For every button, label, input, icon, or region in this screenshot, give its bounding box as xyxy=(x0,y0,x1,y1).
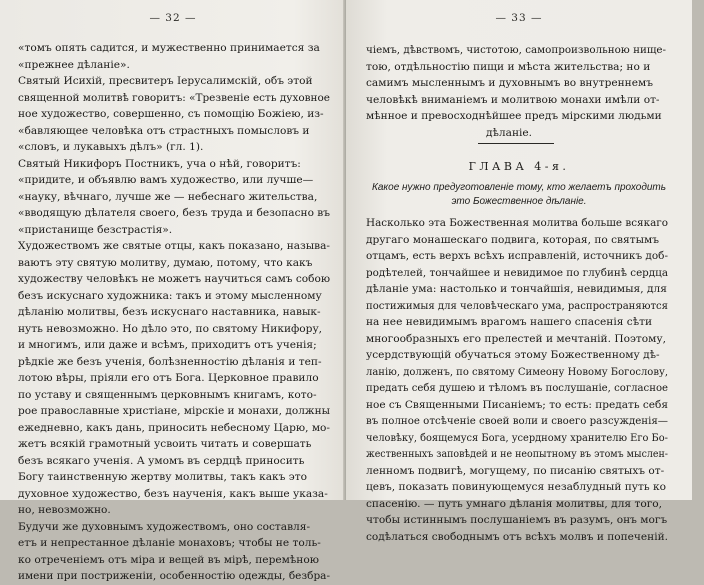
text-line: дѣланіе. xyxy=(486,126,533,139)
text-line: дѣланію молитвы, безъ искуснаго наставника, навык- xyxy=(18,306,321,318)
chapter-title: ГЛАВА 4-я. xyxy=(468,160,570,173)
heading-line: Какое нужно предуготовленіе тому, кто желаетъ проходить xyxy=(371,182,667,193)
text-line: Святый Исихій, пресвитеръ Іерусалимскій, объ этой xyxy=(18,75,313,87)
right-page-top-text xyxy=(366,42,674,141)
section-divider xyxy=(478,143,554,144)
text-line: духовное художество, безъ наученія, какъ выше указа- xyxy=(18,487,328,500)
text-line: ко отреченіемъ отъ міра и вещей въ мірѣ, перемѣною xyxy=(18,553,319,566)
text-line: предать себя душею и тѣломъ въ послушаніе, согласное xyxy=(366,382,668,394)
chapter-heading xyxy=(346,181,692,208)
text-line: безъ искуснаго художника: такъ и этому мысленному xyxy=(18,289,322,302)
text-line: художеству человѣкъ не можетъ научиться самъ собою xyxy=(18,273,330,285)
text-line: «вводящую дѣлателя своего, безъ труда и безопасно въ xyxy=(18,207,330,219)
text-line: человѣкѣ вниманіемъ и молитвою монахи имѣли от- xyxy=(366,93,660,106)
text-line: «словъ, и лукавыхъ дѣлъ» (гл. 1). xyxy=(18,141,204,153)
text-line: и многимъ, или даже и всѣмъ, приходитъ отъ ученія; xyxy=(18,339,317,351)
text-line: человѣку, боящемуся Бога, усердному хранителю Его Бо- xyxy=(366,431,668,444)
text-line: Насколько эта Божественная молитва больше всякаго xyxy=(366,217,668,229)
right-page-number: — 33 — xyxy=(495,12,543,24)
text-line: цевъ, показать повинующемуся незаблудный путь ко xyxy=(366,481,667,493)
text-line: ленномъ подвигѣ, могущему, по писанію святыхъ от- xyxy=(366,464,665,477)
text-line: но, невозможно. xyxy=(18,504,111,516)
text-line: другаго монашескаго подвига, которая, по святымъ xyxy=(366,233,659,246)
text-line: «науку, вѣчнаго, лучше же — небеснаго жительства, xyxy=(18,190,318,203)
heading-line: это Божественное дѣланіе. xyxy=(451,195,587,207)
text-line: жетъ всякій грамотный усвоить читать и совершать xyxy=(18,438,312,450)
text-line: ное художество, совершенно, съ помощію Божіею, из- xyxy=(18,108,324,120)
text-line: «пристанище безстрастія». xyxy=(18,223,173,236)
text-line: жественныхъ заповѣдей и не неопытному въ этомъ мыслен- xyxy=(366,448,668,460)
text-line: «прежнее дѣланіе». xyxy=(18,58,130,71)
left-page xyxy=(0,0,346,582)
text-line: рое православные христіане, мірскіе и монахи, должны xyxy=(18,405,330,417)
text-line: имени при постриженіи, особенностію одежды, безбра- xyxy=(18,570,330,582)
text-line: постижимыя для человѣческаго ума, распространяются xyxy=(366,299,668,312)
text-line: ное съ Священными Писаніемъ; то есть: предать себя xyxy=(366,398,668,411)
text-line: ланію, долженъ, по святому Симеону Новому Богослову, xyxy=(366,365,668,378)
text-line: етъ и непрестанное дѣланіе монаховъ; чтобы не толь- xyxy=(18,537,321,549)
text-line: на нее невидимымъ врагомъ нашего спасенія сѣти xyxy=(366,316,653,328)
text-line: родѣтелей, тончайшее и невидимое по глубинѣ сердца xyxy=(366,266,668,279)
text-line: рѣдкіе же безъ ученія, болѣзненностію дѣланія и теп- xyxy=(18,355,322,368)
right-page-body-text xyxy=(366,215,704,545)
text-line: Святый Никифоръ Постникъ, уча о нѣй, говоритъ: xyxy=(18,157,301,170)
text-line: чтобы истиннымъ послушаніемъ въ разумъ, онъ могъ xyxy=(366,514,668,526)
text-line: въ полное отсѣченіе своей воли и своего разсужденія— xyxy=(366,415,668,427)
left-page-text xyxy=(18,40,334,585)
text-line: «бавляющее человѣка отъ страстныхъ помысловъ и xyxy=(18,124,310,137)
text-line: Художествомъ же святые отцы, какъ показано, называ- xyxy=(18,240,330,252)
text-line: спасенію. — путь умнаго дѣланія молитвы, для того, xyxy=(366,497,663,510)
text-line: мѣнное и превосходнѣйшее предъ мірскими людьми xyxy=(366,110,662,122)
text-line: безъ всякаго ученія. А умомъ въ сердцѣ приносить xyxy=(18,454,305,467)
text-line: ежедневно, какъ дань, приносить небесному Царю, мо- xyxy=(18,421,330,434)
text-line: усердствующій обучаться этому Божественному дѣ- xyxy=(366,349,660,361)
text-line: многообразныхъ его прелестей и мечтаній. Поэтому, xyxy=(366,332,666,345)
text-line: чіемъ, дѣвствомъ, чистотою, самопроизвольною нище- xyxy=(366,44,666,56)
text-line: «томъ опять садится, и мужественно принимается за xyxy=(18,42,320,54)
text-line: Богу таинственную жертву молитвы, такъ какъ это xyxy=(18,471,307,483)
text-line: самимъ мысленнымъ и духовнымъ во внутреннемъ xyxy=(366,77,653,89)
left-page-number: — 32 — xyxy=(149,12,197,24)
text-line: ваютъ эту святую молитву, думаю, потому, что какъ xyxy=(18,256,313,269)
text-line: отцамъ, есть верхъ всѣхъ исправленій, источникъ доб- xyxy=(366,250,668,262)
text-line: «придите, и объявлю вамъ художество, или лучше— xyxy=(18,174,314,186)
text-line: лотою вѣры, пріяли его отъ Бога. Церковное правило xyxy=(18,372,319,384)
text-line: священной молитвѣ говоритъ: «Трезвеніе есть духовное xyxy=(18,91,330,104)
text-line: дѣланіе ума: настолько и тончайшія, невидимыя, для xyxy=(366,283,667,295)
text-line: по уставу и священнымъ церковнымъ книгамъ, кото- xyxy=(18,388,317,401)
text-line: тою, отдѣльностію пищи и мѣста жительства; но и xyxy=(366,60,651,73)
text-line: содѣлаться свободнымъ отъ всѣхъ молвъ и попеченій. xyxy=(366,530,668,543)
text-line: нуть невозможно. Но дѣло это, по святому Никифору, xyxy=(18,322,323,335)
text-line: Будучи же духовнымъ художествомъ, оно составля- xyxy=(18,520,311,533)
